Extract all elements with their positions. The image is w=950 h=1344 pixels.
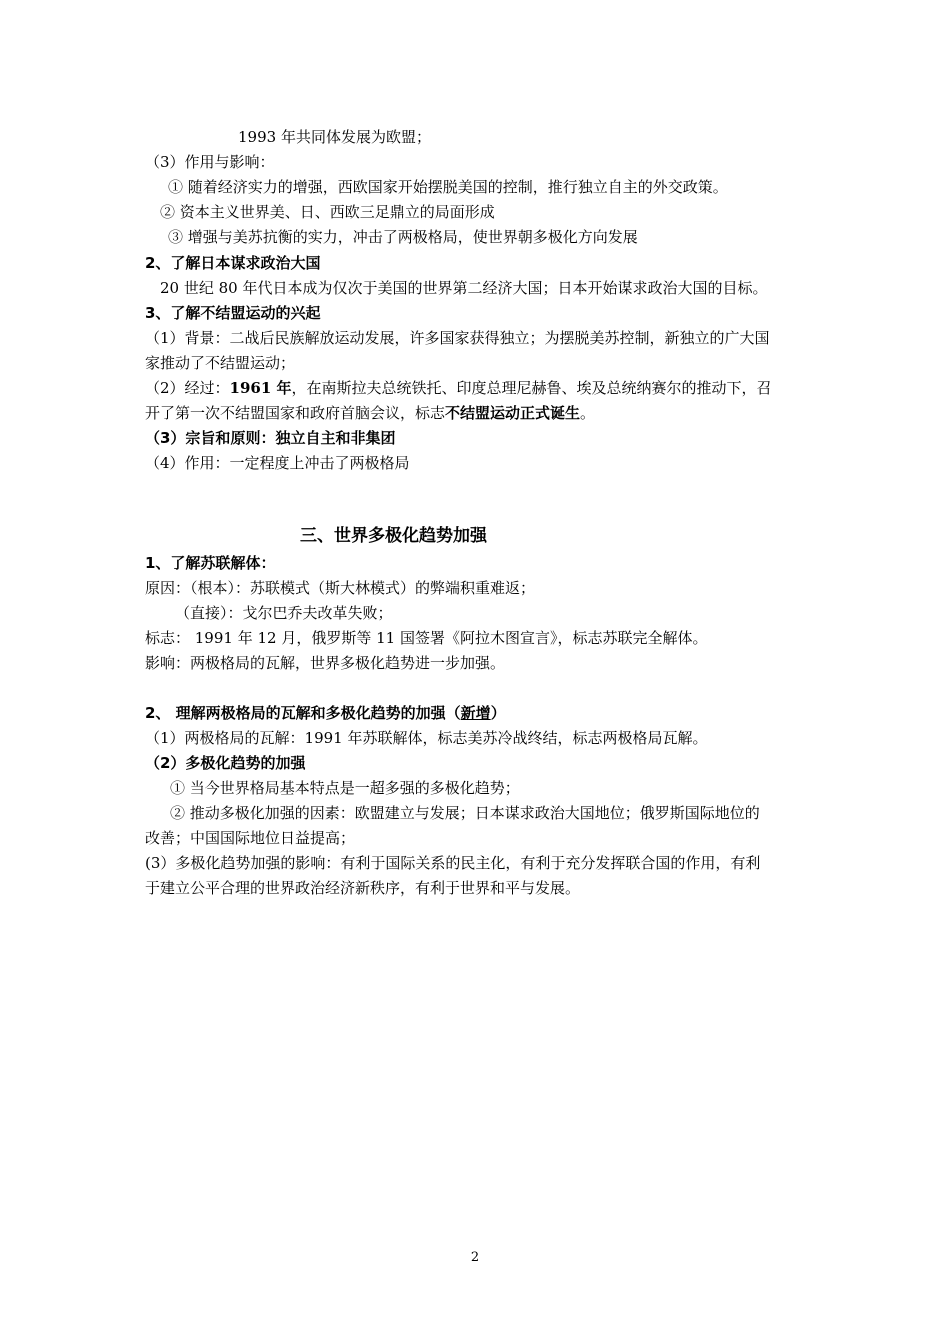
text-run: 开了第一次不结盟国家和政府首脑会议，标志 <box>145 404 446 422</box>
text-line: 影响：两极格局的瓦解，世界多极化趋势进一步加强。 <box>145 654 506 672</box>
text-line: ② 推动多极化加强的因素：欧盟建立与发展；日本谋求政治大国地位；俄罗斯国际地位的 <box>170 804 760 822</box>
heading: （2）多极化趋势的加强 <box>145 754 306 772</box>
text-line <box>145 378 840 398</box>
text-line: （3）作用与影响： <box>145 153 275 171</box>
text-line: 1993 年共同体发展为欧盟； <box>238 128 431 146</box>
text-line: （直接）：戈尔巴乔夫改革失败； <box>175 604 393 622</box>
text-line: （4）作用：一定程度上冲击了两极格局 <box>145 454 410 472</box>
text-line <box>145 403 840 423</box>
text-line: 标志： 1991 年 12 月，俄罗斯等 11 国签署《阿拉木图宣言》，标志苏联完全解体。 <box>145 629 708 647</box>
text-line: ③ 增强与美苏抗衡的实力，冲击了两极格局，使世界朝多极化方向发展 <box>168 228 638 246</box>
bold-text: 1961 年 <box>229 379 292 397</box>
page-number: 2 <box>470 1250 480 1265</box>
text-line: （1）两极格局的瓦解：1991 年苏联解体，标志美苏冷战终结，标志两极格局瓦解。 <box>145 729 708 747</box>
text-run: ） <box>490 704 506 722</box>
heading: 2、了解日本谋求政治大国 <box>145 254 321 272</box>
section-title: 三、世界多极化趋势加强 <box>300 526 487 546</box>
heading: 1、了解苏联解体： <box>145 554 276 572</box>
text-line: ① 随着经济实力的增强，西欧国家开始摆脱美国的控制，推行独立自主的外交政策。 <box>168 178 728 196</box>
text-run: 2、 理解两极格局的瓦解和多极化趋势的加强（ <box>145 704 461 722</box>
heading: （3）宗旨和原则：独立自主和非集团 <box>145 429 396 447</box>
text-line: 于建立公平合理的世界政治经济新秩序，有利于世界和平与发展。 <box>145 879 581 897</box>
text-line: （1）背景：二战后民族解放运动发展，许多国家获得独立；为摆脱美苏控制，新独立的广大国 <box>145 329 770 347</box>
text-line: 原因：（根本）：苏联模式（斯大林模式）的弊端积重难返； <box>145 579 536 597</box>
text-line: 20 世纪 80 年代日本成为仅次于美国的世界第二经济大国；日本开始谋求政治大国的目标。 <box>160 279 768 297</box>
text-line: 家推动了不结盟运动； <box>145 354 296 372</box>
heading <box>145 703 840 723</box>
text-line: 改善；中国国际地位日益提高； <box>145 829 356 847</box>
heading: 3、了解不结盟运动的兴起 <box>145 304 321 322</box>
text-run: （2）经过： <box>145 379 230 397</box>
text-line: ② 资本主义世界美、日、西欧三足鼎立的局面形成 <box>160 203 495 221</box>
text-run: ，在南斯拉夫总统铁托、印度总理尼赫鲁、埃及总统纳赛尔的推动下，召 <box>291 379 772 397</box>
text-line: (3）多极化趋势加强的影响：有利于国际关系的民主化，有利于充分发挥联合国的作用，有利 <box>145 854 761 872</box>
bold-text: 不结盟运动正式诞生 <box>445 404 581 422</box>
underlined-text: 新增 <box>460 704 491 722</box>
text-line: ① 当今世界格局基本特点是一超多强的多极化趋势； <box>170 779 520 797</box>
text-run: 。 <box>580 404 596 422</box>
